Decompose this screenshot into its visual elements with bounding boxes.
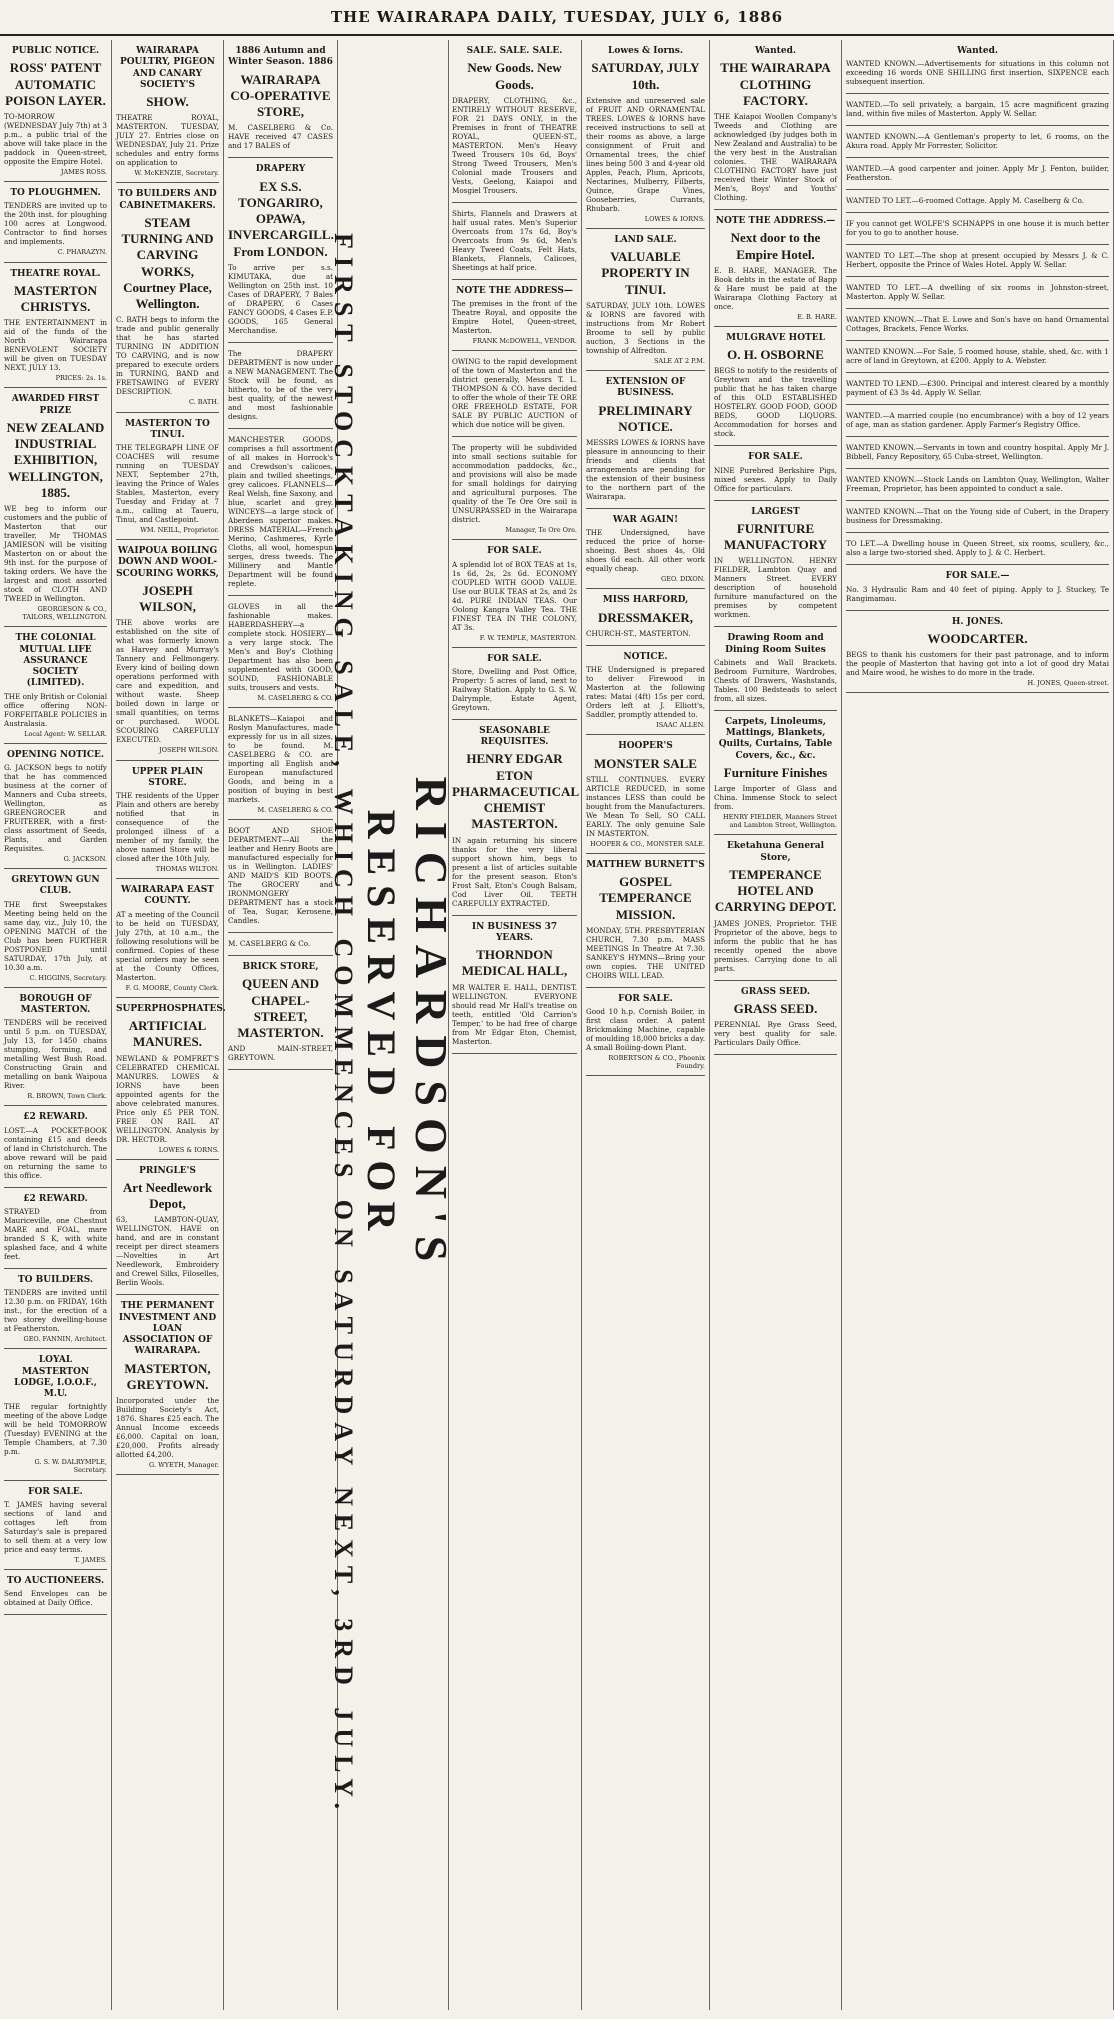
ad-heading: THE COLONIAL MUTUAL LIFE ASSURANCE SOCIETY (LIMITED). [15,633,96,689]
advertisement [116,761,219,880]
advertisement [846,405,1109,437]
advertisement [228,933,333,956]
advertisement [846,437,1109,469]
ad-signature: H. JONES, Queen-street. [1027,679,1109,687]
advertisement [846,40,1109,94]
advertisement [452,648,577,720]
advertisement [116,183,219,412]
advertisement [586,371,705,509]
advertisement [4,263,107,389]
advertisement [4,1570,107,1615]
ad-signature: THOMAS WILTON. [155,865,219,873]
ad-heading: WAIRARAPA POULTRY, PIGEON AND CANARY SOCIETY'S [119,46,216,90]
advertisement [452,916,577,1054]
ad-heading: MISS HARFORD, [602,595,689,606]
advertisement [4,40,107,182]
column-5 [582,40,710,2010]
advertisement [714,627,837,711]
ad-heading: FOR SALE. [618,993,673,1004]
column-4 [448,40,582,2010]
ad-body: TENDERS are invited until 12.30 p.m. on FRIDAY, 16th inst., for the erection of a two storey dwelling-house at Featherston. [4,1288,107,1334]
ad-body: TENDERS will be received until 5 p.m. on TUESDAY, July 13, for 1450 chains stumping, forming, and metalling West Bush Road. Constructing Grain and metalling on bank Waipoua River. [4,1018,107,1091]
ad-subheading: QUEEN AND CHAPEL-STREET, MASTERTON. [237,976,324,1040]
ad-body: Incorporated under the Building Society's Act, 1876. Shares £25 each. The Annual Income exceeds £6,000. Capital on loan, £20,000. Profits already allotted £4,200. [116,1396,219,1460]
advertisement [116,1295,219,1475]
ad-heading: SEASONABLE REQUISITES. [479,725,550,748]
ad-signature: SALE AT 2 P.M. [653,356,705,365]
advertisement [586,735,705,854]
ad-heading: Eketahuna General Store, [726,841,825,863]
advertisement [116,1160,219,1296]
ad-body: JAMES JONES, Proprietor. THE Proprietor of the above, begs to inform the public that he has recently opened the above premises. Carrying done to all parts. [714,918,837,973]
ad-body: WANTED.—A good carpenter and joiner. Apply Mr J. Fenton, builder, Featherston. [846,164,1109,183]
ad-subheading: THE WAIRARAPA CLOTHING FACTORY. [720,60,831,108]
ad-subheading: ROSS' PATENT AUTOMATIC POISON LAYER. [5,60,106,108]
ad-heading: LOYAL MASTERTON LODGE, I.O.O.F., M.U. [14,1355,97,1399]
advertisement [846,533,1109,565]
ad-heading: MASTERTON TO TINUI. [125,418,210,440]
ad-body: NEWLAND & POMFRET'S CELEBRATED CHEMICAL MANURES. LOWES & IORNS have been appointed agents for the above celebrated manures. Price only £5 PER TON. FREE ON RAIL AT WELLINGTON. Analysis by DR. HECTOR. [116,1053,219,1144]
ad-heading: £2 REWARD. [23,1193,88,1204]
column-2 [112,40,224,2010]
ad-body: 63, LAMBTON-QUAY, WELLINGTON. HAVE on hand, and are in constant receipt per direct steamers—Novelties in Art Needlework, Embroidery and Crewel Silks, Filoselles, Berlin Wools. [116,1215,219,1288]
ad-body: IF you cannot get WOLFE'S SCHNAPPS in one house it is much better for you to go to another house. [846,219,1109,238]
ad-body: C. BATH begs to inform the trade and public generally that he has started TURNING IN ADDITION TO CARVING, and is now prepared to execute orders in TURNING, BAND and FRETSAWING of EVERY DESCRIPTION. [116,315,219,397]
ad-body: WANTED.—A married couple (no encumbrance) with a boy of 12 years of age, man as station gardener. Apply Farmer's Registry Office. [846,411,1109,430]
ad-body: G. JACKSON begs to notify that he has commenced business at the corner of Manners and Cuba streets, Wellington, as GREENGROCER and FRUITERER, with a first-class assortment of Seeds, Plants, and Garden Requisites. [4,763,107,853]
advertisement [586,229,705,371]
ad-signature: F. W. TEMPLE, MASTERTON. [479,633,577,642]
column-6 [710,40,842,2010]
ad-heading: H. JONES. [951,616,1004,627]
ad-subheading: ARTIFICIAL MANURES. [128,1018,207,1050]
ad-body: THE Undersigned is prepared to deliver Firewood in Masterton at the following rates: Matai (4ft) 15s per cord, Orders left at J. Elliott's, Saddler, promptly attended to. [586,665,705,720]
ad-body: WANTED KNOWN.—Stock Lands on Lambton Quay, Wellington, Walter Freeman, Proprietor, has been appointed to conduct a sale. [846,475,1109,494]
ad-heading: WAIRARAPA EAST COUNTY. [121,885,214,907]
ad-body: A splendid lot of BOX TEAS at 1s, 1s 6d, 2s, 2s 6d. ECONOMY COUPLED WITH GOOD VALUE. Use our BULK TEAS at 2s, and 2s 4d. PURE INDIAN TEAS. Our Oolong Kangra Valley Tea. THE FINEST TEA IN THE COLONY, AT 3s. [452,559,577,632]
advertisement [452,203,577,280]
advertisement [4,869,107,988]
advertisement [452,720,580,916]
ad-signature: T. JAMES. [74,1555,107,1564]
advertisement [4,1349,107,1480]
ad-subheading: Next door to the Empire Hotel. [730,230,821,262]
ad-heading: IN BUSINESS 37 YEARS. [471,921,558,943]
advertisement [586,854,705,988]
ad-body: TENDERS are invited up to the 20th inst. for ploughing 100 acres at Longwood. Contractor to find horses and implements. [4,201,107,247]
ad-signature: HOOPER & CO., MONSTER SALE. [590,839,705,848]
ad-heading: DRAPERY [255,164,306,175]
ad-body: WANTED KNOWN.—A Gentleman's property to let, 6 rooms, on the Akura road. Apply Mr Forrester, Solicitor. [846,132,1109,151]
ad-subheading: STEAM TURNING AND CARVING WORKS, Courtney Place, Wellington. [121,214,214,312]
advertisement [714,501,837,628]
ad-heading: FOR SALE. [487,653,542,664]
advertisement [846,245,1109,277]
ad-body: CHURCH-ST., MASTERTON. [586,628,691,638]
column-7 [842,40,1114,2010]
ad-body: OWING to the rapid development of the town of Masterton and the district generally, Messrs T. L. THOMPSON & CO. have decided to offer the whole of their TE ORE ORE FREEHOLD ESTATE, FOR SALE BY PUBLIC AUCTION of which due notice will be given. [452,357,577,430]
advertisement [714,981,837,1056]
ad-signature: GEORGESON & CO., TAILORS, WELLINGTON. [22,605,107,622]
ad-signature: C. PHARAZYN. [57,248,107,257]
ad-body: Good 10 h.p. Cornish Boiler, in first class order. A patent Brickmaking Machine, capable of moulding 18,000 bricks a day. A small Boiling-down Plant. [586,1007,705,1053]
ad-body: LOST.—A POCKET-BOOK containing £15 and deeds of land in Christchurch. The above reward will be paid on returning the same to this office. [4,1125,107,1180]
advertisement [846,501,1109,533]
ad-signature: ROBERTSON & CO., Phoenix Foundry. [608,1054,705,1071]
ad-body: AT a meeting of the Council to be held on TUESDAY, July 27th, at 10 a.m., the following resolutions will be confirmed. Copies of these special orders may be seen at the County Offices, Masterton. [116,909,219,982]
ad-body: THE regular fortnightly meeting of the above Lodge will be held TOMORROW (Tuesday) EVENING at the Temple Chambers, at 7.30 p.m. [4,1402,107,1457]
ad-subheading: WAIRARAPA CO-OPERATIVE STORE, [230,71,331,119]
advertisement [586,40,705,229]
advertisement [4,988,107,1107]
ad-heading: FOR SALE. [748,452,803,463]
ad-body: WANTED TO LET.—A dwelling of six rooms in Johnston-street, Masterton. Apply W. Sellar. [846,283,1109,302]
advertisement [452,437,577,540]
advertisement [4,744,107,869]
ad-body: THE Kaiapoi Woollen Company's Tweeds and Clothing are acknowledged (by judges both in New Zealand and Australia) to be the very best in the Australian colonies. THE WAIRARAPA CLOTHING FACTORY have just received their Winter Stock of Men's, Boys' and Youths' Clothing. [714,112,837,202]
advertisement [4,1106,107,1187]
advertisement [228,708,333,820]
ad-body: THE residents of the Upper Plain and others are hereby notified that in consequence of the prolonged illness of a member of my family, the above named Store will be closed after the 10th July. [116,791,219,863]
ad-heading: MATTHEW BURNETT'S [586,859,705,870]
ad-body: WANTED.—To sell privately, a bargain, 15 acre magnificent grazing land, within five miles of Masterton. Apply W. Sellar. [846,100,1109,119]
ad-signature: LOWES & IORNS. [158,1145,219,1154]
ad-body: BEGS to notify to the residents of Greytown and the travelling public that he has taken charge of this OLD ESTABLISHED HOSTELRY. GOOD FOOD, GOOD BEDS, GOOD LIQUORS. Accommodation for horses and stock. [714,366,837,439]
ad-body: Extensive and unreserved sale of FRUIT AND ORNAMENTAL TREES. LOWES & IORNS have received instructions to sell at their rooms as above, a large consignment of Fruit and Ornamental trees, the chief lines being 500 3 and 4-year old Apples, Peach, Plum, Apricots, Nectarines, Mulberry, Filberts, Quince, Grape Vines, Gooseberries, Currants, Rhubarb. [586,95,705,213]
advertisement [586,509,705,589]
advertisement [846,309,1109,341]
ad-signature: F. G. MOORE, County Clerk. [125,983,219,992]
ad-body: The premises in the front of the Theatre Royal, and opposite the Empire Hotel, Queen-street, Masterton. [452,299,577,335]
advertisement [846,213,1109,245]
advertisement [4,1269,107,1349]
ad-heading: SUPERPHOSPHATES. [116,1003,226,1014]
rotated-text-block [328,233,458,1817]
advertisement [116,998,226,1160]
ad-heading: Wanted. [754,46,796,56]
advertisement [228,40,333,158]
advertisement [714,835,837,980]
ad-heading: WAIPOUA BOILING DOWN AND WOOL-SCOURING WORKS, [116,546,219,579]
ad-subheading: Furniture Finishes [723,764,828,780]
ad-body: The property will be subdivided into small sections suitable for accommodation paddocks, &c., and provisions will also be made for small holdings for dairying and agricultural purposes. The quality of the Te Ore Ore soil is UNSURPASSED in the Wairarapa district. [452,443,577,525]
ad-subheading: HENRY EDGAR ETON PHARMACEUTICAL CHEMIST MASTERTON. [452,751,580,832]
ad-body: WANTED KNOWN.—Servants in town and country hospital. Apply Mr J. Bibbell, Fancy Repository, 65 Cuba-street, Wellington. [846,443,1109,462]
ad-heading: Carpets, Linoleums, Mattings, Blankets, Quilts, Curtains, Table Covers, &c., &c. [718,716,833,761]
ad-heading: LARGEST [751,506,800,517]
ad-heading: NOTE THE ADDRESS.— [715,216,836,226]
ad-signature: Local Agent: W. SELLAR. [24,729,107,738]
ad-body: SATURDAY, JULY 10th. LOWES & IORNS are favored with instructions from Mr Robert Broome to sell by public auction, 3 Sections in the township of Alfredton. [586,300,705,355]
ad-heading: Wanted. [956,46,998,56]
ad-signature: HENRY FIELDER, Manners Street and Lambton Street, Wellington. [722,813,837,830]
ad-body: E. B. HARE, MANAGER. The Book debts in the estate of Bapp & Hare must be paid at the Wairarapa Clothing Factory at once. [714,265,837,311]
ad-heading: FOR SALE. [487,546,542,557]
ad-body: To arrive per s.s. KIMUTAKA, due at Wellington on 25th inst. 10 Cases of DRAPERY, 7 Bales of DRAPERY, 6 Cases FANCY GOODS, 4 Cases E.P. GOODS, 165 General Merchandise. [228,262,333,335]
ad-body: THE TELEGRAPH LINE OF COACHES will resume running on TUESDAY NEXT, September 27th, leaving the Prince of Wales Stables, Masterton, every Tuesday and Friday at 7 a.m., calling at Taueru, Tinui, and Castlepoint. [116,443,219,524]
advertisement [452,40,577,203]
ad-subheading: GRASS SEED. [733,1000,818,1016]
advertisement [116,879,219,998]
ad-subheading: DRESSMAKER, [598,609,693,625]
advertisement [452,540,577,647]
ad-subheading: MONSTER SALE [594,755,697,771]
ad-heading: NOTICE. [623,651,668,662]
ad-signature: G. WYETH, Manager. [148,1461,219,1470]
ad-heading: BRICK STORE, [242,962,319,972]
ad-signature: FRANK McDOWELL, VENDOR. [472,337,577,345]
ad-body: THE above works are established on the site of what was formerly known as Harvey and Murray's Tannery and Fellmongery. Every kind of boiling down operations performed with care and expedition, and without waste. Sheep boiled down in large or small quantities, on terms or purchased. WOOL SCOURING CAREFULLY EXECUTED. [116,618,219,745]
ad-heading: GRASS SEED. [741,986,810,997]
advertisement [4,1481,107,1570]
advertisement [586,988,705,1077]
ad-heading: FOR SALE.— [945,571,1010,582]
ad-body: STILL CONTINUES. EVERY ARTICLE REDUCED, in some instances LESS than could be bought from the Manufacturers. We Mean To Sell, SO CALL EARLY. The only genuine Sale IN MASTERTON. [586,774,705,838]
ad-subheading: O. H. OSBORNE [727,347,824,363]
ad-subheading: SATURDAY, JULY 10th. [591,60,700,92]
ad-signature: ISAAC ALLEN. [656,721,705,730]
newspaper-masthead: THE WAIRARAPA DAILY, TUESDAY, JULY 6, 1886 [0,0,1114,36]
ad-signature: E. B. HARE. [797,312,837,321]
rotated-line-stocktaking: FIRST STOCKTAKING SALE, WHICH COMMENCES ON SATURDAY NEXT, 3RD JULY. [329,233,358,1817]
ad-body: Large Importer of Glass and China. Immense Stock to select from. [714,784,837,812]
advertisement [116,40,219,183]
advertisement [452,351,577,437]
advertisement [228,596,333,708]
ad-body: TO-MORROW (WEDNESDAY July 7th) at 3 p.m., a public trial of the above will take place in the paddock in Queen-street, opposite the Empire Hotel. [4,112,107,166]
ad-heading: TO AUCTIONEERS. [6,1575,105,1586]
ad-subheading: EX S.S. TONGARIRO, OPAWA, INVERCARGILL. From LONDON. [228,178,334,259]
advertisement [4,182,107,262]
advertisement [714,446,837,500]
ad-signature: G. JACKSON. [63,855,107,863]
ad-body: DRAPERY, CLOTHING, &c., ENTIRELY WITHOUT RESERVE, FOR 21 DAYS ONLY, in the Premises in front of THEATRE ROYAL, QUEEN-ST., MASTERTON. Men's Heavy Tweed Trousers 10s 6d, Boys' Strong Tweed Trousers, Men's Colonial made Trousers and Vests, Geelong, Kaiapoi and Mosgiel Trousers. [452,95,577,195]
ad-subheading: New Goods. New Goods. [467,60,562,92]
advertisement [846,126,1109,158]
ad-subheading: MASTERTON, GREYTOWN. [124,1360,211,1392]
ad-heading: Lowes & Iorns. [608,46,683,56]
ad-subheading: FURNITURE MANUFACTORY [723,520,828,553]
advertisement [846,373,1109,405]
advertisement [116,540,219,760]
ad-body: TO LET.—A Dwelling house in Queen Street, six rooms, scullery, &c., also a large two-storied shed. Apply to J. & C. Herbert. [846,539,1109,558]
ad-signature: GEO. DIXON. [661,575,705,584]
ad-heading: HOOPER'S [618,741,673,752]
ad-signature: WM. NEILL, Proprietor. [140,526,219,534]
advertisement [4,1188,107,1269]
ad-body: MANCHESTER GOODS, comprises a full assortment of all makes in Horrock's and Crewdson's calicoes, plain and twilled sheetings, grey calicoes. FLANNELS—Real Welsh, fine Saxony, and blue, scarlet and grey. WINCEYS—a large stock of Aberdeen superior makes. DRESS MATERIAL—French Merino, Cashmeres, Kyrle Cloths, all wool, homespun serges, dress tweeds. The Millinery and Mantle Department will be found replete. [228,434,333,588]
ad-signature: W. McKENZIE, Secretary. [134,169,219,178]
ad-body: THE Undersigned, have reduced the price of horse-shoeing. Best shoes 4s, Old shoes 6d each. All other work equally cheap. [586,528,705,574]
ad-heading: PUBLIC NOTICE. [11,46,100,56]
ad-body: WANTED KNOWN.—That E. Lowe and Son's have on hand Ornamental Cottages, Brackets, Fence Works. [846,315,1109,334]
advertisement [714,210,837,327]
ad-body: WANTED KNOWN.—For Sale, 5 roomed house, stable, shed, &c. with 1 acre of land in Greytown, at £200. Apply to A. Webster. [846,347,1109,366]
ad-heading: NOTE THE ADDRESS— [456,285,573,296]
ad-heading: TO BUILDERS. [17,1274,94,1285]
ad-heading: GREYTOWN GUN CLUB. [11,875,100,897]
ad-body: M. CASELBERG & Co. [228,939,311,948]
rotated-line-richardsons: RICHARDSON'S [406,776,457,1274]
ad-heading: £2 REWARD. [23,1112,88,1123]
ad-subheading: NEW ZEALAND INDUSTRIAL EXHIBITION, WELLINGTON, 1885. [6,419,105,500]
ad-signature: JOSEPH WILSON. [159,746,219,755]
ad-subheading: VALUABLE PROPERTY IN TINUI. [601,249,690,297]
ad-body: BLANKETS—Kaiapoi and Roslyn Manufactures, made expressly for us in all sizes, to be found. M. CASELBERG & CO. are importing all English and European manufactured Goods, and being in a position of buying in best markets. [228,713,333,804]
ad-subheading: WOODCARTER. [927,630,1028,646]
ad-body: NINE Purebred Berkshire Pigs, mixed sexes. Apply to Daily Office for particulars. [714,465,837,493]
ad-body: WANTED TO LEND.—£300. Principal and interest cleared by a monthly payment of £3 3s 4d. Apply W. Sellar. [846,379,1109,398]
advertisement [4,388,107,627]
ad-subheading: JOSEPH WILSON, [139,582,196,615]
ad-signature: GEO. FANNIN, Architect. [23,1335,107,1344]
ad-heading: WAR AGAIN! [612,515,679,525]
ad-signature: C. BATH. [188,398,219,407]
ad-body: WE beg to inform our customers and the public of Masterton that our traveller, Mr THOMAS JAMIESON will be visiting Masterton on or about the 9th inst. for the purpose of taking orders. We have the largest and most assorted stock of CLOTH AND TWEED in Wellington. [4,504,107,604]
ad-heading: 1886 Autumn and Winter Season. 1886 [228,46,333,68]
advertisement [846,158,1109,190]
ad-heading: OPENING NOTICE. [6,749,105,760]
column-1 [0,40,112,2010]
richardson-rotated-advert [329,40,457,2010]
advertisement [228,956,333,1070]
ad-subheading: THORNDON MEDICAL HALL, [461,947,568,979]
ad-heading: THE PERMANENT INVESTMENT AND LOAN ASSOCIATION OF WAIRARAPA. [118,1301,217,1357]
ad-body: WANTED KNOWN.—Advertisements for situations in this column not exceeding 16 words ONE SHILLING first insertion, SIXPENCE each subsequent insertion. [846,59,1109,87]
ad-body: Store, Dwelling and Post Office, Property: 5 acres of land, next to Railway Station. Apply to G. S. W. Dalrymple, Estate Agent, Greytown. [452,666,577,712]
advertisement [714,40,837,210]
advertisement [846,565,1109,610]
ad-subheading: MASTERTON CHRISTYS. [13,282,98,314]
ad-signature: M. CASELBERG & CO. [257,693,333,702]
ad-body: WANTED TO LET.—6-roomed Cottage. Apply M. Caselberg & Co. [846,196,1084,206]
advertisement [228,820,333,933]
ad-heading: PRINGLE'S [139,1165,196,1176]
ad-body: T. JAMES having several sections of land and cottages left from Saturday's sale is prepared to sell them at a very low price and easy terms. [4,1499,107,1554]
ad-heading: EXTENSION OF BUSINESS. [605,377,686,399]
ad-body: BEGS to thank his customers for their past patronage, and to inform the people of Masterton that having got into a lot of good dry Matai and Maire wood, he wishes to do more in the trade. [846,650,1109,677]
ad-body: Send Envelopes can be obtained at Daily Office. [4,1589,107,1608]
advertisement [846,190,1109,213]
ad-signature: G. S. W. DALRYMPLE, Secretary. [34,1458,107,1475]
ad-heading: FOR SALE. [28,1486,83,1497]
ad-subheading: SHOW. [146,94,189,109]
ad-body: IN WELLINGTON. HENRY FIELDER, Lambton Quay and Manners Street. EVERY description of household furniture manufactured on the premises by competent workmen. [714,556,837,620]
ad-body: The DRAPERY DEPARTMENT is now under a NEW MANAGEMENT. The Stock will be found, as hitherto, to be of the very best quality, of the newest and most fashionable designs. [228,348,333,421]
ad-signature: JAMES ROSS. [60,168,107,176]
ad-body: BOOT AND SHOE DEPARTMENT—All the leather and Henry Boots are manufactured especially for us in Wellington. LADIES' AND MAID'S KID BOOTS. The GROCERY and IRONMONGERY DEPARTMENT has a stock of Tea, Sugar, Kerosene, Candles. [228,826,333,925]
ad-body: Cabinets and Wall Brackets. Bedroom Furniture, Wardrobes, Chests of Drawers, Washstands, Tables. 100 Bedsteads to select from, all sizes. [714,657,837,703]
ad-signature: C. HIGGINS, Secretary. [29,973,107,982]
advertisement [586,646,705,735]
ad-heading: Drawing Room and Dining Room Suites [725,633,826,655]
ad-body: MR WALTER E. HALL, DENTIST. WELLINGTON. EVERYONE should read Mr Hall's treatise on teeth, entitled 'Old Carrion's Temper,' to be had free of charge from Mr Edgar Eton, Chemist, Masterton. [452,982,577,1046]
ad-heading: UPPER PLAIN STORE. [131,766,204,788]
advertisement [846,341,1109,373]
advertisement [586,589,705,646]
advertisement [228,158,333,343]
ad-heading: TO PLOUGHMEN. [10,188,101,199]
ad-heading: AWARDED FIRST PRIZE [11,394,100,416]
ad-body: MESSRS LOWES & IORNS have pleasure in announcing to their friends and clients that arrangements are pending for the extension of their business to the northern part of the Wairarapa. [586,438,706,501]
ad-heading: LAND SALE. [614,234,677,245]
ad-heading: THEATRE ROYAL. [10,268,101,279]
ad-body: THE only British or Colonial office offering NON-FORFEITABLE POLICIES in Australasia. [4,691,108,728]
ad-body: STRAYED from Mauriceville, one Chestnut MARE and FOAL, mare branded S K, with white splashed face, and 4 white feet. [4,1206,107,1261]
advertisement [452,280,577,351]
advertisement [228,429,333,596]
advertisement [228,343,333,429]
column-3 [224,40,338,2010]
advertisement [116,413,219,541]
ad-subheading: GOSPEL TEMPERANCE MISSION. [599,874,692,922]
ad-subheading: Art Needlework Depot, [122,1179,213,1212]
ad-body: THEATRE ROYAL, MASTERTON. TUESDAY, JULY 27. Entries close on WEDNESDAY, July 21. Prize schedules and entry forms on application to [116,113,219,168]
ad-body: M. CASELBERG & Co. HAVE received 47 CASES and 17 BALES of [228,123,333,151]
ad-signature: LOWES & IORNS. [644,214,705,223]
ad-body: Shirts, Flannels and Drawers at half usual rates. Men's Superior Overcoats from 17s 6d, Boy's Overcoats from 9s 6d, Men's Heavy Tweed Coats, Felt Hats, Blankets, Flannels, Calicoes, Sheetings at half price. [452,208,577,272]
ad-subheading: TEMPERANCE HOTEL AND CARRYING DEPOT. [714,866,837,915]
advertisement [714,711,837,836]
ad-heading: TO BUILDERS AND CABINETMAKERS. [118,189,217,211]
advertisement [846,94,1109,126]
ad-heading: BOROUGH OF MASTERTON. [19,993,92,1015]
ad-body: AND MAIN-STREET, GREYTOWN. [228,1044,333,1063]
ad-body: PERENNIAL Rye Grass Seed, very best quality for sale. Particulars Daily Office. [714,1020,837,1048]
ad-body: GLOVES in all the fashionable makes. HABERDASHERY—a complete stock. HOSIERY—a very large stock. The Men's and Boy's Clothing Department has also been supplemented with GOOD, SOUND, FASHIONABLE suits, trousers and vests. [228,601,333,692]
ad-body: IN again returning his sincere thanks for the very liberal support shown him, begs to present a list of articles suitable for the present season. Eton's Frost Salt, Eton's Cough Balsam, Cod Liver Oil. TEETH CAREFULLY EXTRACTED. [452,835,577,908]
ad-body: THE first Sweepstakes Meeting being held on the same day, viz., July 10, the OPENING MATCH of the Club has been FURTHER POSTPONED until SATURDAY, 17th July, at 10.30 a.m. [4,899,107,972]
ad-body: WANTED KNOWN.—That on the Young side of Cubert, in the Drapery business for Dressmaking. [846,507,1109,526]
rotated-line-reserved: RESERVED FOR [359,809,404,1241]
advertisement [4,627,107,743]
ad-body: MONDAY, 5TH. PRESBYTERIAN CHURCH, 7.30 p.m. MASS MEETINGS In Theatre At 7.30. SANKEY'S HYMNS—Bring your own copies. THE UNITED CHOIRS WILL LEAD. [586,925,705,980]
ad-signature: M. CASELBERG & CO. [257,805,333,814]
ad-heading: MULGRAVE HOTEL [726,332,825,343]
ad-signature: R. BROWN, Town Clerk. [27,1092,107,1101]
ad-subheading: PRELIMINARY NOTICE. [598,402,693,434]
advertisement [714,327,837,447]
advertisement [846,469,1109,501]
ad-signature: Manager, Te Ore Ore. [505,526,577,535]
ad-signature: PRICES: 2s. 1s. [55,374,107,383]
ad-body: THE ENTERTAINMENT in aid of the funds of the North Wairarapa BENEVOLENT SOCIETY will be given on TUESDAY NEXT, JULY 13. [4,318,107,373]
ad-heading: SALE. SALE. SALE. [466,46,563,56]
advertisement [846,277,1109,309]
advertisement [846,611,1109,694]
ad-body: WANTED TO LET.—The shop at present occupied by Messrs J. & C. Herbert, opposite the Prince of Wales Hotel. Apply W. Sellar. [846,251,1109,270]
ad-body: No. 3 Hydraulic Ram and 40 feet of piping. Apply to J. Stuckey, Te Rangimamau. [846,584,1109,603]
